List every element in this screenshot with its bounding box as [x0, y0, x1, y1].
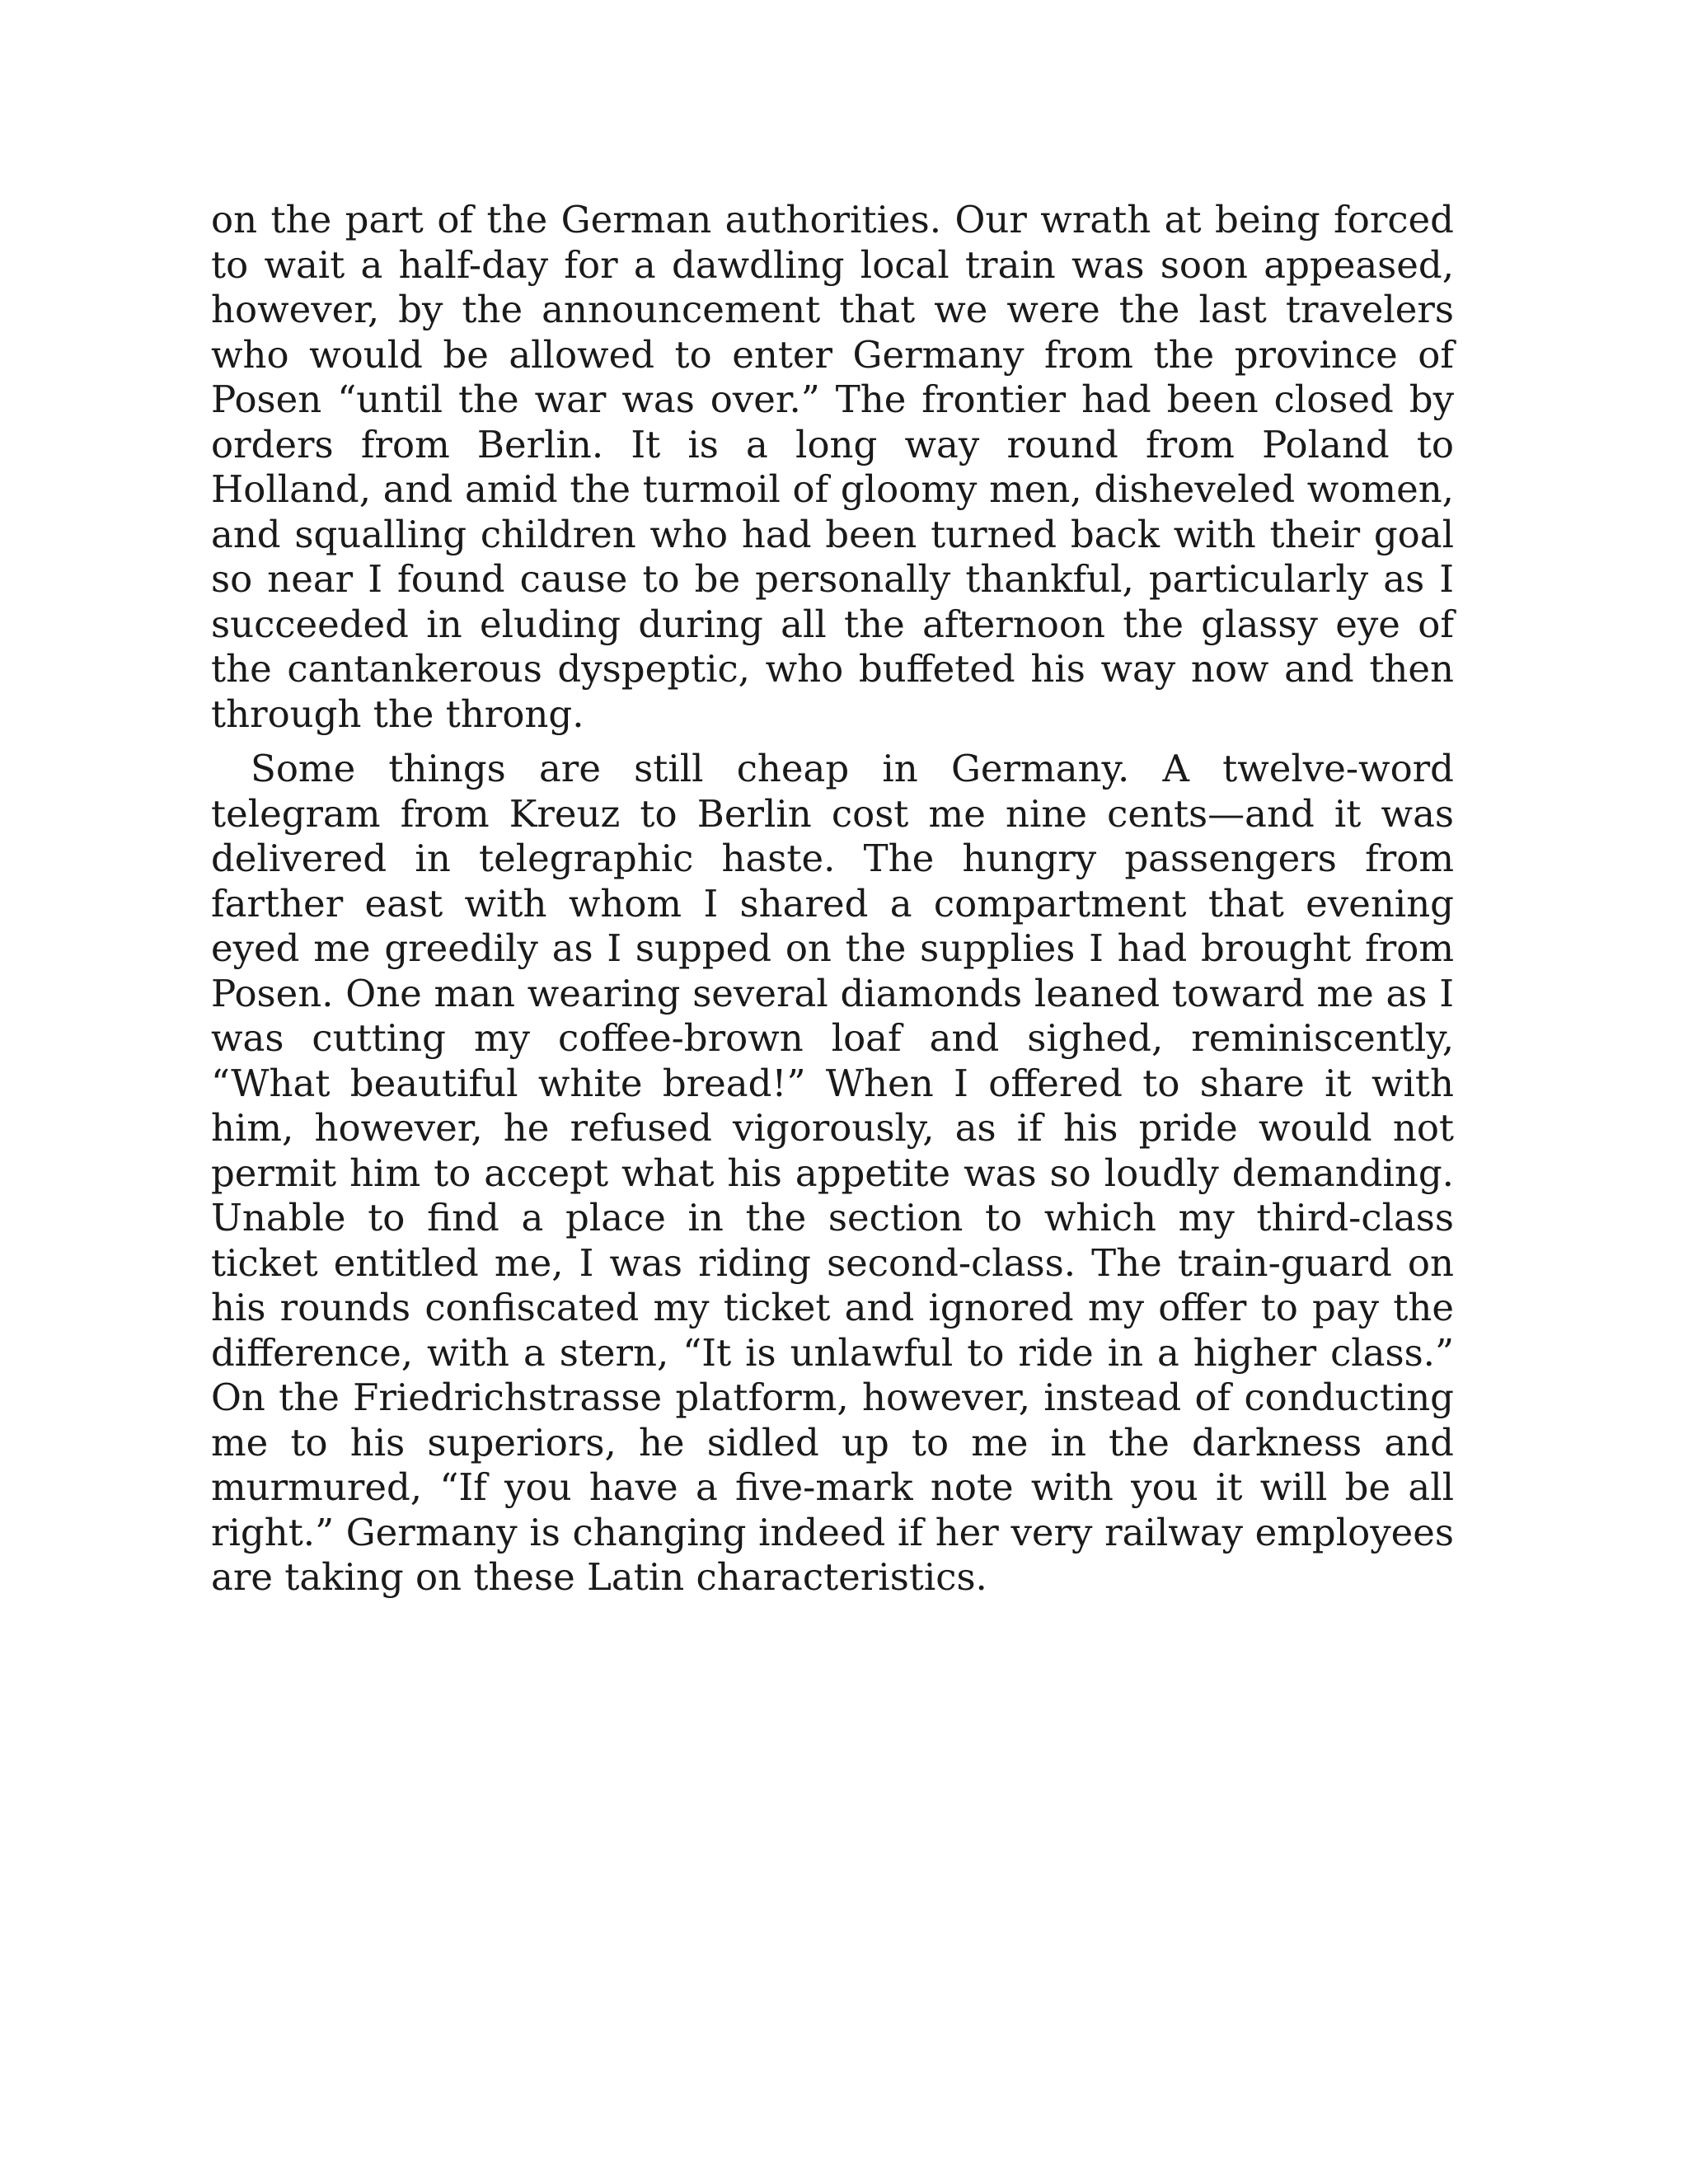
body-text: [211, 198, 1454, 1601]
paragraph: Some things are still cheap in Germany. A twelve-word telegram from Kreuz to Berlin cost me nine cents—and it was delivered in telegraphic haste. The hungry passengers from farther east with whom I shared a compartment that evening eyed me greedily as I supped on the supplies I had brought from Posen. One man wearing several diamonds leaned toward me as I was cutting my coffee-brown loaf and sighed, reminiscently, “What beautiful white bread!” When I offered to share it with him, however, he refused vigorously, as if his pride would not permit him to accept what his appetite was so loudly demanding. Unable to find a place in the section to which my third-class ticket entitled me, I was riding second-class. The train-guard on his rounds confiscated my ticket and ignored my offer to pay the difference, with a stern, “It is unlawful to ride in a higher class.” On the Friedrichstrasse platform, however, instead of conducting me to his superiors, he sidled up to me in the darkness and murmured, “If you have a five-mark note with you it will be all right.” Germany is changing indeed if her very railway employees are taking on these Latin characteristics.: [211, 747, 1454, 1599]
paragraph-continued: on the part of the German authorities. Our wrath at being forced to wait a half-day for a dawdling local train was soon appeased, however, by the announcement that we were the last travelers who would be allowed to enter Germany from the province of Posen “until the war was over.” The frontier had been closed by orders from Berlin. It is a long way round from Poland to Holland, and amid the turmoil of gloomy men, disheveled women, and squalling children who had been turned back with their goal so near I found cause to be personally thankful, particularly as I succeeded in eluding during all the afternoon the glassy eye of the cantankerous dyspeptic, who buffeted his way now and then through the throng.: [211, 198, 1454, 736]
